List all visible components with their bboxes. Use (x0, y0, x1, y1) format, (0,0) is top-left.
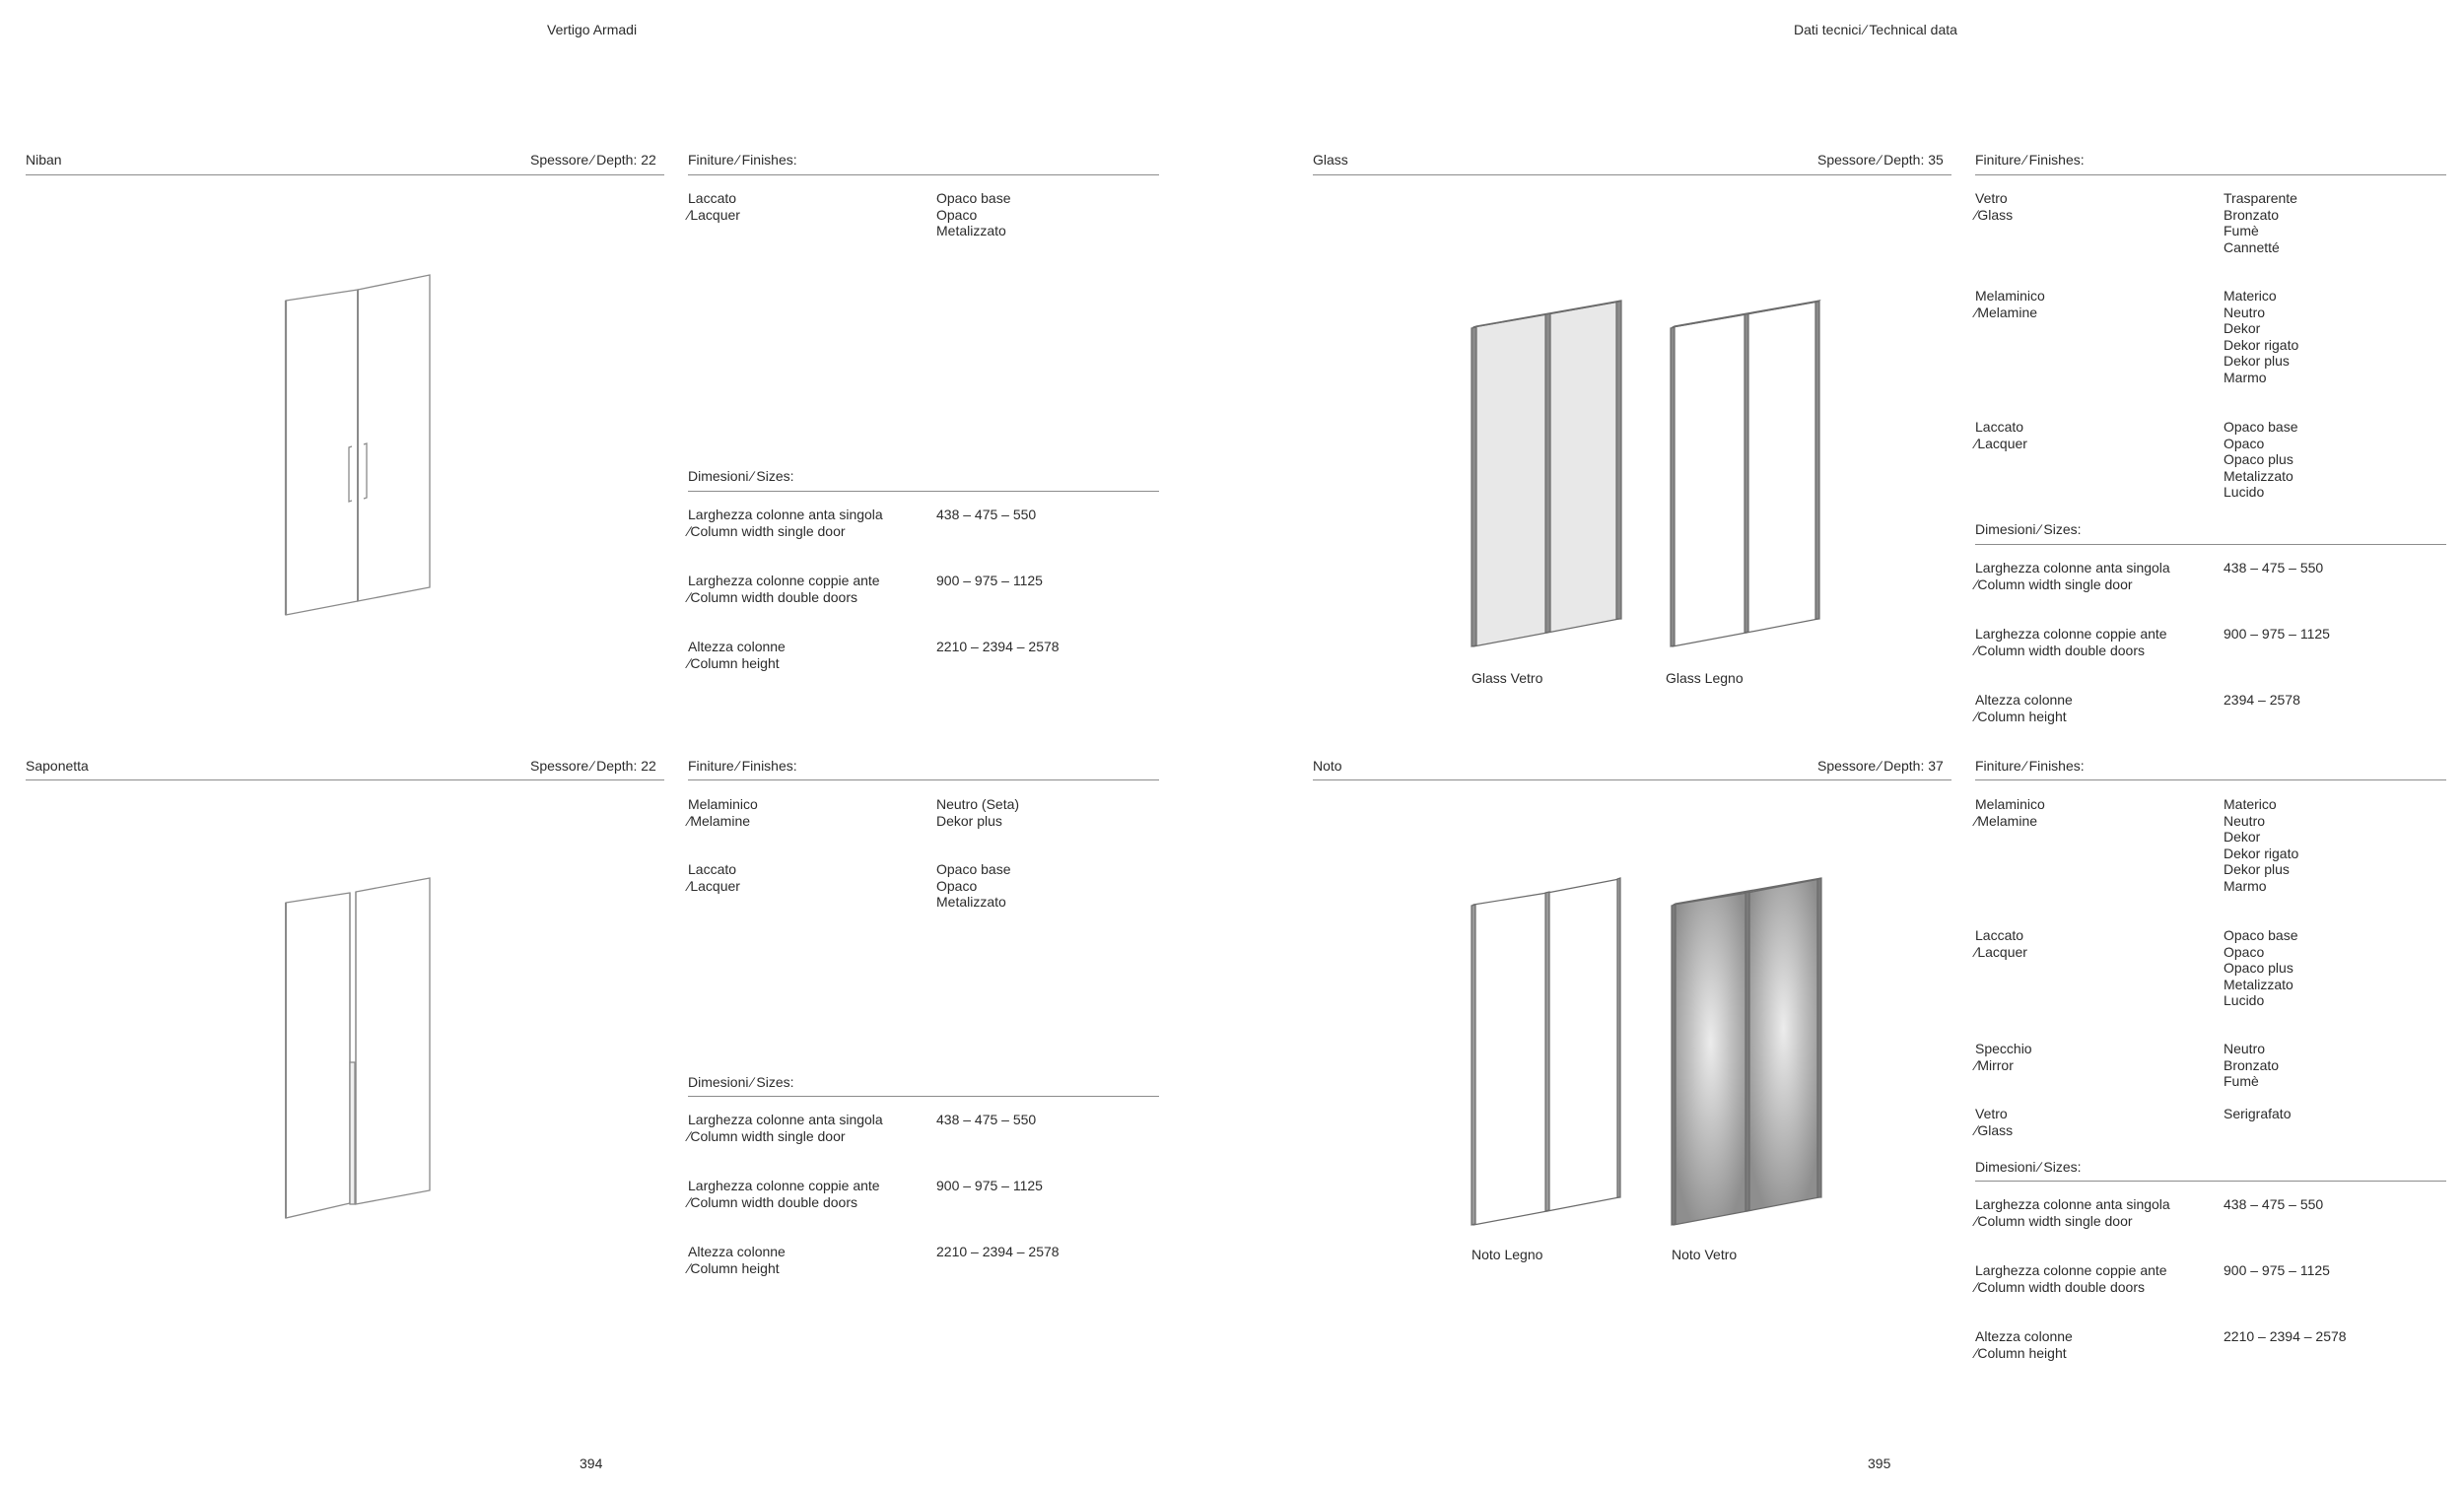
finish-label: Laccato ∕Lacquer (688, 190, 740, 223)
noto-vetro-illustration (1669, 875, 1826, 1230)
section-rule (1313, 174, 1951, 175)
finish-values: Materico Neutro Dekor Dekor rigato Dekor plus Marmo (2224, 288, 2299, 385)
size-label: Larghezza colonne coppie ante ∕Column width double doors (1975, 626, 2167, 658)
size-label: Larghezza colonne coppie ante ∕Column width double doors (1975, 1262, 2167, 1295)
size-label: Larghezza colonne coppie ante ∕Column width double doors (688, 573, 880, 605)
size-value: 2210 – 2394 – 2578 (936, 1244, 1060, 1259)
running-header-left: Vertigo Armadi (547, 22, 638, 37)
page-number-right: 395 (1868, 1455, 1891, 1471)
finishes-rule (1975, 779, 2446, 780)
product-name: Saponetta (26, 758, 89, 774)
product-name: Niban (26, 152, 62, 168)
sizes-rule (1975, 544, 2446, 545)
section-rule (26, 779, 664, 780)
finishes-heading: Finiture ∕ Finishes: (688, 758, 797, 774)
size-label: Larghezza colonne anta singola ∕Column width single door (688, 507, 883, 539)
size-value: 900 – 975 – 1125 (936, 573, 1043, 588)
size-value: 438 – 475 – 550 (2224, 560, 2324, 575)
size-label: Altezza colonne ∕Column height (1975, 692, 2073, 724)
finish-values: Neutro Bronzato Fumè (2224, 1041, 2280, 1090)
product-depth: Spessore ∕ Depth: 22 (530, 152, 656, 168)
size-label: Larghezza colonne coppie ante ∕Column width double doors (688, 1178, 880, 1210)
finish-label: Melaminico ∕Melamine (688, 796, 758, 829)
size-label: Altezza colonne ∕Column height (688, 639, 786, 671)
product-caption: Noto Vetro (1672, 1247, 1738, 1262)
finish-values: Trasparente Bronzato Fumè Cannetté (2224, 190, 2297, 255)
size-value: 438 – 475 – 550 (936, 1112, 1037, 1127)
sizes-rule (688, 1096, 1159, 1097)
section-rule (1313, 779, 1951, 780)
product-depth: Spessore ∕ Depth: 35 (1817, 152, 1944, 168)
finish-label: Vetro ∕Glass (1975, 1106, 2014, 1138)
finish-values: Opaco base Opaco Opaco plus Metalizzato Lucido (2224, 927, 2298, 1009)
size-value: 2394 – 2578 (2224, 692, 2300, 708)
product-name: Glass (1313, 152, 1348, 168)
saponetta-door-illustration (281, 875, 444, 1225)
product-depth: Spessore ∕ Depth: 22 (530, 758, 656, 774)
finish-values: Materico Neutro Dekor Dekor rigato Dekor plus Marmo (2224, 796, 2299, 894)
finishes-heading: Finiture ∕ Finishes: (1975, 758, 2085, 774)
glass-vetro-illustration (1469, 296, 1626, 650)
finish-values: Opaco base Opaco Metalizzato (936, 861, 1011, 911)
running-header-right: Dati tecnici ∕ Technical data (1794, 22, 1957, 37)
finish-values: Opaco base Opaco Metalizzato (936, 190, 1011, 239)
noto-legno-illustration (1469, 875, 1626, 1230)
size-value: 438 – 475 – 550 (936, 507, 1037, 522)
product-caption: Noto Legno (1472, 1247, 1543, 1262)
size-label: Larghezza colonne anta singola ∕Column width single door (1975, 560, 2170, 592)
finishes-rule (1975, 174, 2446, 175)
finish-values: Opaco base Opaco Opaco plus Metalizzato Lucido (2224, 419, 2298, 501)
finish-label: Laccato ∕Lacquer (1975, 419, 2027, 451)
glass-legno-illustration (1668, 296, 1825, 650)
finishes-rule (688, 174, 1159, 175)
sizes-heading: Dimesioni ∕ Sizes: (1975, 1159, 2082, 1175)
finish-label: Melaminico ∕Melamine (1975, 796, 2045, 829)
size-label: Larghezza colonne anta singola ∕Column width single door (1975, 1196, 2170, 1229)
size-value: 900 – 975 – 1125 (2224, 1262, 2330, 1278)
finish-values: Neutro (Seta) Dekor plus (936, 796, 1020, 829)
size-label: Altezza colonne ∕Column height (688, 1244, 786, 1276)
sizes-rule (1975, 1181, 2446, 1182)
product-caption: Glass Legno (1666, 670, 1744, 686)
sizes-heading: Dimesioni ∕ Sizes: (688, 468, 794, 484)
finishes-heading: Finiture ∕ Finishes: (688, 152, 797, 168)
finishes-heading: Finiture ∕ Finishes: (1975, 152, 2085, 168)
finishes-rule (688, 779, 1159, 780)
size-value: 438 – 475 – 550 (2224, 1196, 2324, 1212)
finish-label: Melaminico ∕Melamine (1975, 288, 2045, 320)
product-depth: Spessore ∕ Depth: 37 (1817, 758, 1944, 774)
page-number-left: 394 (580, 1455, 603, 1471)
size-value: 2210 – 2394 – 2578 (936, 639, 1060, 654)
finish-label: Laccato ∕Lacquer (688, 861, 740, 894)
finish-values: Serigrafato (2224, 1106, 2292, 1121)
size-label: Larghezza colonne anta singola ∕Column width single door (688, 1112, 883, 1144)
size-label: Altezza colonne ∕Column height (1975, 1328, 2073, 1361)
size-value: 900 – 975 – 1125 (936, 1178, 1043, 1193)
section-rule (26, 174, 664, 175)
sizes-rule (688, 491, 1159, 492)
finish-label: Specchio ∕Mirror (1975, 1041, 2032, 1073)
finish-label: Vetro ∕Glass (1975, 190, 2014, 223)
size-value: 900 – 975 – 1125 (2224, 626, 2330, 642)
niban-door-illustration (281, 271, 444, 621)
finish-label: Laccato ∕Lacquer (1975, 927, 2027, 960)
product-caption: Glass Vetro (1472, 670, 1543, 686)
sizes-heading: Dimesioni ∕ Sizes: (688, 1074, 794, 1090)
size-value: 2210 – 2394 – 2578 (2224, 1328, 2347, 1344)
sizes-heading: Dimesioni ∕ Sizes: (1975, 521, 2082, 537)
product-name: Noto (1313, 758, 1342, 774)
